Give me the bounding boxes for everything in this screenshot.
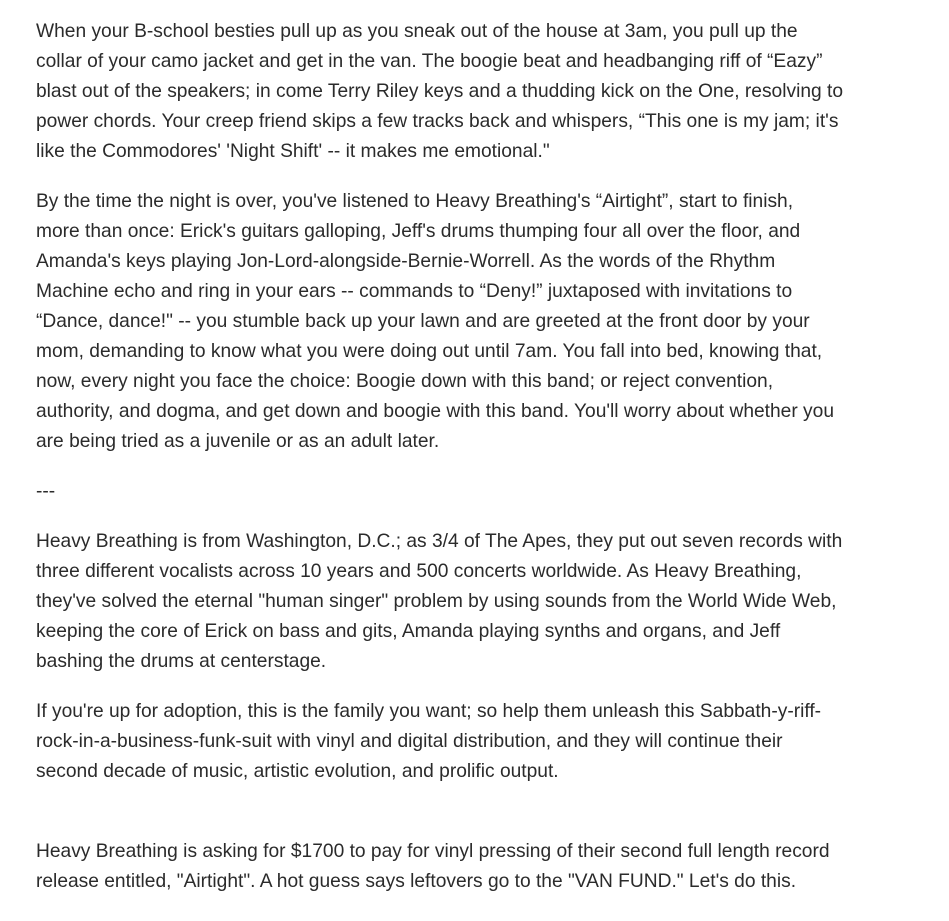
paragraph-spacer [36,167,919,187]
text-line: mom, demanding to know what you were doing out until 7am. You fall into bed, knowing that, [36,341,823,362]
paragraph-night [36,187,919,457]
text-line: Heavy Breathing is asking for $1700 to pay for vinyl pressing of their second full length record [36,841,830,862]
text-line: When your B-school besties pull up as you sneak out of the house at 3am, you pull up the [36,21,798,42]
paragraph-spacer [36,507,919,527]
paragraph-spacer [36,457,919,477]
text-line: blast out of the speakers; in come Terry Riley keys and a thudding kick on the One, resolving to [36,81,844,102]
paragraph-spacer [36,677,919,697]
text-line: like the Commodores' 'Night Shift' -- it makes me emotional." [36,141,550,162]
paragraph-about-band [36,527,919,677]
text-line: collar of your camo jacket and get in the van. The boogie beat and headbanging riff of “Eazy” [36,51,823,72]
text-line: second decade of music, artistic evolution, and prolific output. [36,761,559,782]
divider-text: --- [36,481,56,502]
text-line: release entitled, "Airtight". A hot guess says leftovers go to the "VAN FUND." Let's do this. [36,871,797,892]
text-line: bashing the drums at centerstage. [36,651,327,672]
paragraph-funding-ask [36,837,919,897]
text-line: keeping the core of Erick on bass and gits, Amanda playing synths and organs, and Jeff [36,621,781,642]
text-line: are being tried as a juvenile or as an adult later. [36,431,440,452]
text-line: rock-in-a-business-funk-suit with vinyl and digital distribution, and they will continue their [36,731,783,752]
text-line: Machine echo and ring in your ears -- commands to “Deny!” juxtaposed with invitations to [36,281,793,302]
section-divider [36,477,919,507]
text-line: now, every night you face the choice: Boogie down with this band; or reject convention, [36,371,774,392]
text-line: three different vocalists across 10 years and 500 concerts worldwide. As Heavy Breathing, [36,561,802,582]
paragraph-adoption [36,697,919,787]
paragraph-spacer [36,787,919,837]
text-line: If you're up for adoption, this is the family you want; so help them unleash this Sabbath-y-riff- [36,701,822,722]
text-line: authority, and dogma, and get down and boogie with this band. You'll worry about whether you [36,401,834,422]
text-line: By the time the night is over, you've listened to Heavy Breathing's “Airtight”, start to finish, [36,191,794,212]
text-line: Heavy Breathing is from Washington, D.C.; as 3/4 of The Apes, they put out seven records with [36,531,843,552]
text-line: “Dance, dance!" -- you stumble back up your lawn and are greeted at the front door by your [36,311,810,332]
text-line: more than once: Erick's guitars galloping, Jeff's drums thumping four all over the floor, and [36,221,801,242]
paragraph-intro [36,17,919,167]
text-line: power chords. Your creep friend skips a few tracks back and whispers, “This one is my jam; it's [36,111,839,132]
text-line: they've solved the eternal "human singer" problem by using sounds from the World Wide Web, [36,591,837,612]
text-line: Amanda's keys playing Jon-Lord-alongside-Bernie-Worrell. As the words of the Rhythm [36,251,776,272]
